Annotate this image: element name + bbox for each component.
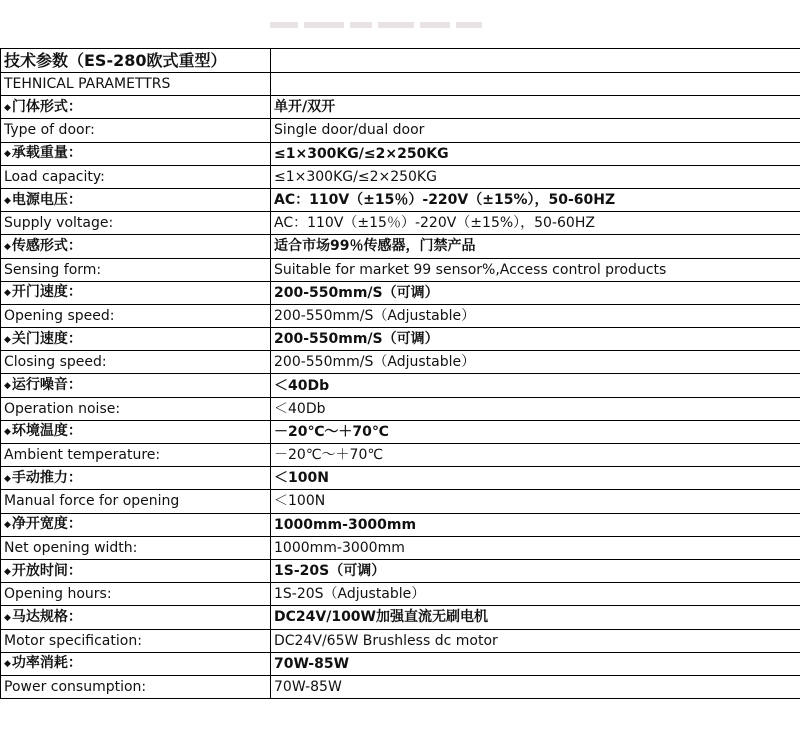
spec-table [0, 48, 800, 699]
param-label-en: Closing speed: [1, 351, 271, 374]
param-label-en: Opening speed: [1, 304, 271, 327]
table-subtitle: TEHNICAL PARAMETTRS [1, 73, 271, 96]
param-value-en: 70W-85W [271, 675, 800, 698]
table-row [1, 513, 800, 536]
param-value-cn: 200-550mm/S（可调） [271, 328, 800, 351]
table-row [1, 188, 800, 211]
param-value-en: 1000mm-3000mm [271, 536, 800, 559]
param-label-en: Supply voltage: [1, 212, 271, 235]
table-row [1, 467, 800, 490]
param-label-cn: ◆ 功率消耗： [1, 652, 271, 675]
table-row [1, 583, 800, 606]
param-value-cn: DC24V/100W加强直流无刷电机 [271, 606, 800, 629]
table-row [1, 304, 800, 327]
param-value-en: ＜40Db [271, 397, 800, 420]
table-row [1, 351, 800, 374]
param-value-en: 200-550mm/S（Adjustable） [271, 351, 800, 374]
param-label-en: Ambient temperature: [1, 444, 271, 467]
param-label-en: Manual force for opening [1, 490, 271, 513]
param-label-cn: ◆ 开放时间： [1, 559, 271, 582]
param-label-en: Sensing form: [1, 258, 271, 281]
table-row [1, 652, 800, 675]
table-subtitle-empty [271, 73, 800, 96]
param-value-cn: 200-550mm/S（可调） [271, 281, 800, 304]
table-row [1, 212, 800, 235]
table-title-row [1, 49, 800, 73]
param-label-cn: ◆ 开门速度： [1, 281, 271, 304]
table-row [1, 258, 800, 281]
param-value-en: 200-550mm/S（Adjustable） [271, 304, 800, 327]
param-value-en: ≤1×300KG/≤2×250KG [271, 165, 800, 188]
param-label-en: Operation noise: [1, 397, 271, 420]
table-row [1, 142, 800, 165]
param-value-cn: ≤1×300KG/≤2×250KG [271, 142, 800, 165]
param-label-cn: ◆ 承载重量： [1, 142, 271, 165]
table-row [1, 629, 800, 652]
param-label-cn: ◆ 净开宽度： [1, 513, 271, 536]
param-value-cn: AC：110V（±15％）-220V（±15%），50-60HZ [271, 188, 800, 211]
param-label-en: Net opening width: [1, 536, 271, 559]
param-label-cn: ◆ 门体形式： [1, 96, 271, 119]
param-value-cn: 单开/双开 [271, 96, 800, 119]
table-row [1, 119, 800, 142]
header-decoration [270, 22, 510, 30]
param-value-en: Suitable for market 99 sensor%,Access control products [271, 258, 800, 281]
table-row [1, 374, 800, 397]
param-value-en: AC：110V（±15％）-220V（±15%），50-60HZ [271, 212, 800, 235]
table-row [1, 420, 800, 443]
table-row [1, 165, 800, 188]
param-label-cn: ◆ 手动推力： [1, 467, 271, 490]
table-row [1, 96, 800, 119]
param-value-cn: 适合市场99％传感器，门禁产品 [271, 235, 800, 258]
param-label-en: Motor specification: [1, 629, 271, 652]
table-row [1, 397, 800, 420]
param-value-en: ＜100N [271, 490, 800, 513]
param-label-cn: ◆ 传感形式： [1, 235, 271, 258]
param-value-cn: ＜100N [271, 467, 800, 490]
param-label-en: Type of door: [1, 119, 271, 142]
param-label-cn: ◆ 运行噪音： [1, 374, 271, 397]
table-row [1, 235, 800, 258]
param-value-cn: 70W-85W [271, 652, 800, 675]
param-value-cn: －20℃～＋70℃ [271, 420, 800, 443]
param-label-cn: ◆ 关门速度： [1, 328, 271, 351]
table-row [1, 536, 800, 559]
param-label-en: Power consumption: [1, 675, 271, 698]
table-title-empty [271, 49, 800, 73]
param-value-en: Single door/dual door [271, 119, 800, 142]
table-row [1, 328, 800, 351]
table-row [1, 675, 800, 698]
table-row [1, 281, 800, 304]
table-title: 技术参数（ES-280欧式重型） [1, 49, 271, 73]
param-value-en: －20℃～＋70℃ [271, 444, 800, 467]
param-value-cn: 1000mm-3000mm [271, 513, 800, 536]
param-value-cn: ＜40Db [271, 374, 800, 397]
table-row [1, 559, 800, 582]
param-label-cn: ◆ 电源电压： [1, 188, 271, 211]
table-subtitle-row [1, 73, 800, 96]
param-label-cn: ◆ 马达规格： [1, 606, 271, 629]
param-label-cn: ◆ 环境温度： [1, 420, 271, 443]
table-row [1, 444, 800, 467]
table-row [1, 490, 800, 513]
table-row [1, 606, 800, 629]
param-value-en: DC24V/65W Brushless dc motor [271, 629, 800, 652]
param-label-en: Opening hours: [1, 583, 271, 606]
param-label-en: Load capacity: [1, 165, 271, 188]
param-value-en: 1S-20S（Adjustable） [271, 583, 800, 606]
param-value-cn: 1S-20S（可调） [271, 559, 800, 582]
